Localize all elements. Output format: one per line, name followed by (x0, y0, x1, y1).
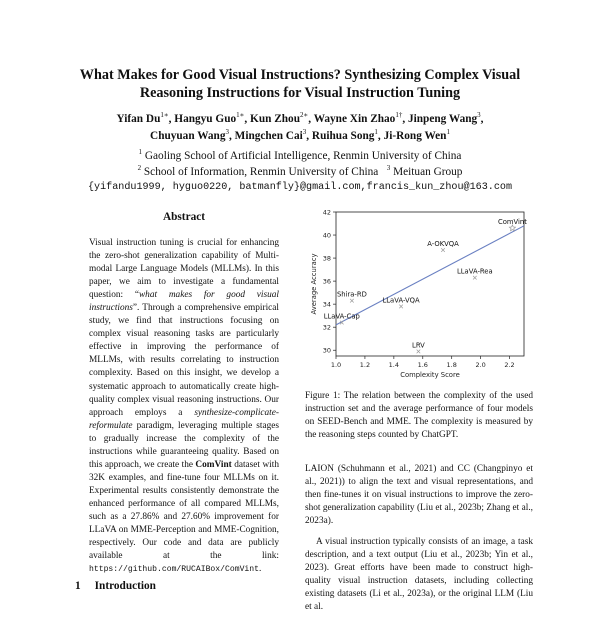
abstract-emphasis: synthesize-complicate-reformulate (89, 407, 279, 431)
author-mark: 1∗ (160, 111, 169, 120)
x-tick-label: 1.6 (417, 361, 428, 369)
y-tick-label: 42 (322, 208, 331, 217)
author-mark: 1∗ (236, 111, 245, 120)
affiliation-1 (30, 148, 570, 164)
y-tick-label: 32 (322, 323, 331, 332)
author-mark: 3 (302, 128, 307, 137)
author-name: Yifan Du (116, 113, 161, 125)
author-name: Wayne Xin Zhao (313, 113, 396, 125)
author-name: Jinpeng Wang (407, 113, 478, 125)
abstract-emphasis: what makes for good visual instructions (89, 290, 279, 314)
point-shira-rd (350, 299, 354, 303)
author-line-2: Chuyuan Wang$^3$, Mingchen Cai$^3$, Ruihua Song$^1$, Ji-Rong Wen$^1$ (150, 128, 450, 142)
section-number: 1 (75, 580, 81, 592)
affiliation-2-3 (30, 164, 570, 180)
affiliation-text: Meituan Group (393, 166, 463, 178)
author-name: Kun Zhou (250, 113, 300, 125)
x-tick-label: 1.4 (388, 361, 400, 369)
affiliations (30, 148, 570, 196)
code-link[interactable]: https://github.com/RUCAIBox/ComVint (89, 565, 259, 575)
email-single: francis_kun_zhou@163.com (366, 182, 512, 193)
figure-caption: Figure 1: The relation between the complexity of the used instruction set and the average performance of four models on SEED-Bench and MME. The complexity is measured by the reasoning steps counted by ChatGPT. (305, 391, 533, 441)
point-label-lrv: LRV (412, 341, 425, 350)
abstract-heading: Abstract (162, 211, 206, 223)
y-tick-label: 40 (322, 231, 331, 240)
author-name: Ruihua Song (311, 130, 375, 142)
point-label-llava-cap: LLaVA-Cap (323, 312, 360, 321)
abstract-text: ”. Through a comprehensive empirical study, we find that instructions focusing on complex visual reasoning tasks are particularly effective in improving the performance of MLLMs, with results correlating to instruction complexity. Based on this insight, we develop a systematic approach to automatically create high-quality complex visual reasoning instructions. Our approach employs a (89, 303, 279, 418)
paragraph: LAION (Schuhmann et al., 2021) and CC (Changpinyo et al., 2021)) to align the text and visual representations, and then fine-tunes it on visual instructions to improve the zero-shot generalization capability (Liu et al., 2023b; Zhang et al., 2023a). (305, 464, 533, 527)
title-line-2: Reasoning Instructions for Visual Instruction Tuning (139, 85, 461, 101)
right-column-body (305, 463, 533, 623)
x-axis-label: Complexity Score (400, 371, 460, 379)
affiliation-mark: 2 (137, 164, 142, 173)
author-list (30, 111, 570, 145)
abstract-body (89, 237, 279, 576)
abstract-text: dataset with 32K examples, and fine-tune four MLLMs on it. Experimental results consistently demonstrate the enhanced performance of all compared MLLMs, such as a 27.86% and 27.60% improvement for LLaVA on MME-Perception and MME-Cognition, respectively. Our code and data are publicly available at the link: (89, 459, 279, 562)
affiliation-text: Gaoling School of Artificial Intelligence, Renmin University of China (144, 150, 462, 162)
dataset-name: ComVint (195, 459, 232, 470)
point-a-okvqa (441, 248, 445, 252)
paper-title (40, 66, 560, 102)
abstract-text: . (259, 564, 262, 575)
plot-frame (336, 212, 524, 356)
email-group: {yifandu1999, hyguo0220, batmanfly}@gmail.com, (87, 182, 367, 193)
abstract-text: Visual instruction tuning is crucial for enhancing the zero-shot generalization capability of Multi-modal Large Language Models (MLLMs). In this paper, we aim to investigate a fundamental question: “ (89, 238, 279, 301)
author-mark: 1 (446, 128, 450, 137)
point-label-comvint: ComVint (497, 218, 527, 227)
x-tick-label: 2.0 (475, 361, 486, 369)
x-tick-label: 1.0 (330, 361, 342, 369)
x-tick-label: 1.8 (446, 361, 457, 369)
x-tick-label: 2.2 (504, 361, 515, 369)
y-axis-label: Average Accuracy (310, 253, 318, 315)
affiliation-text: School of Information, Renmin University of China (143, 166, 379, 178)
point-label-a-okvqa: A-OKVQA (427, 240, 459, 249)
y-tick-label: 34 (322, 300, 331, 309)
y-tick-label: 30 (322, 346, 331, 355)
title-line-1: What Makes for Good Visual Instructions? Synthesizing Complex Visual (79, 67, 521, 83)
point-llava-rea (473, 276, 477, 280)
x-tick-label: 1.2 (359, 361, 371, 369)
abstract-text: paradigm, leveraging multiple stages to gradually increase the complexity of the instructions while guaranteeing quality. Based on this approach, we create the (89, 420, 279, 470)
author-mark: 1 (374, 128, 378, 137)
author-name: Ji-Rong Wen (383, 130, 447, 142)
figure-1-scatter-chart (308, 206, 530, 382)
point-label-shira-rd: Shira-RD (336, 290, 367, 299)
y-tick-label: 38 (322, 254, 331, 263)
author-name: Mingchen Cai (234, 130, 303, 142)
section-heading-introduction (75, 580, 156, 592)
author-mark: 2∗ (299, 111, 309, 120)
point-label-llava-vqa: LLaVA-VQA (382, 296, 420, 305)
point-llava-vqa (399, 305, 403, 309)
author-name: Chuyuan Wang (150, 130, 226, 142)
affiliation-mark: 1 (138, 148, 143, 157)
y-tick-label: 36 (322, 277, 331, 286)
author-mark: 1† (395, 111, 403, 120)
email-line (30, 180, 570, 196)
author-mark: 3 (225, 128, 229, 137)
point-lrv (417, 350, 421, 354)
author-line-1: Yifan $Du^{1∗}$, Hangyu Guo$^{1∗}$, Kun Zhou$^{2∗}$, Wayne Xin Zhao$^{1\dagger}$, Jinpeng Wang$^3$, (116, 111, 484, 125)
author-mark: 3 (477, 111, 481, 120)
section-title: Introduction (94, 580, 156, 592)
paragraph: A visual instruction typically consists of an image, a task description, and a text output (Liu et al., 2023b; Yin et al., 2023). Great efforts have been made to construct high-quality visual instruction datasets, including collecting existing datasets (Li et al., 2023a), or the original LLM (Liu et al. (305, 537, 533, 613)
affiliation-mark: 3 (386, 164, 391, 173)
point-label-llava-rea: LLaVA-Rea (456, 267, 493, 276)
author-name: Hangyu Guo (174, 113, 237, 125)
